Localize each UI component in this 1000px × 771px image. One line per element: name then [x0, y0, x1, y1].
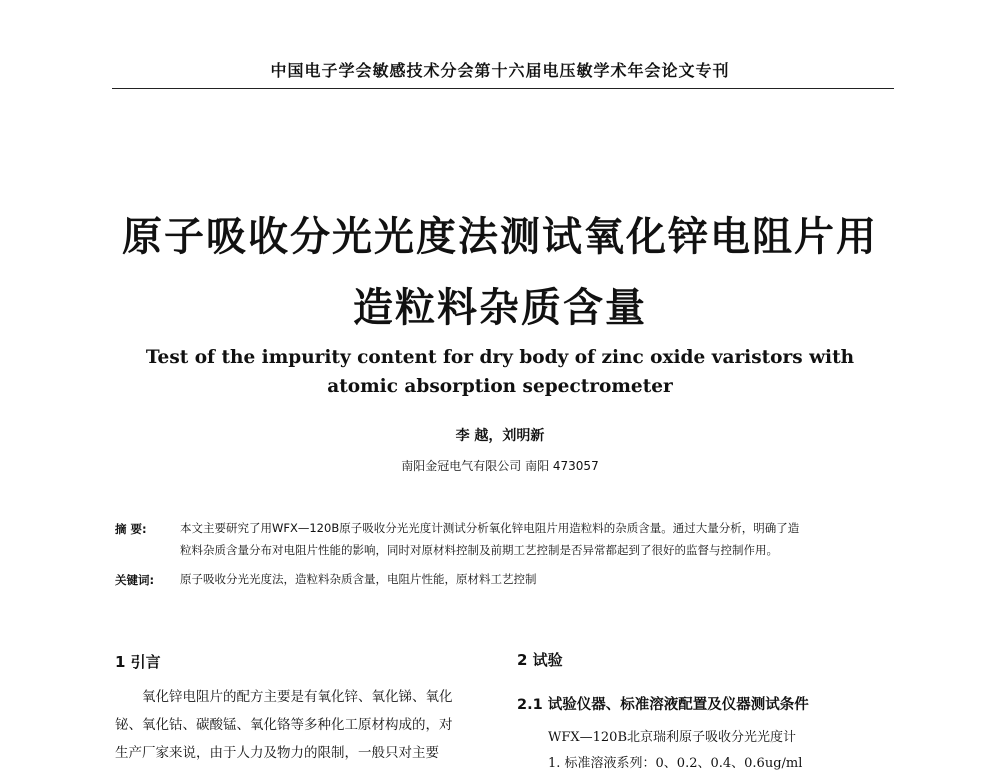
section-2-line-1: WFX—120B北京瑞利原子吸收分光光度计 [548, 730, 797, 745]
title-cn-line-1: 原子吸收分光光度法测试氧化锌电阻片用 [122, 214, 878, 260]
title-en-line-2: atomic absorption sepectrometer [327, 376, 673, 397]
keywords-label: 关键词: [115, 573, 155, 587]
abstract-line-1: 本文主要研究了用WFX—120B原子吸收分光光度计测试分析氧化锌电阻片用造粒料的杂质含量。通过大量分析，明确了造 [180, 521, 800, 535]
section-2-heading: 2 试验 [517, 651, 563, 669]
section-1-line-2: 铋、氧化钴、碳酸锰、氧化铬等多种化工原材构成的，对 [115, 717, 453, 733]
section-2-1-heading: 2.1 试验仪器、标准溶液配置及仪器测试条件 [517, 697, 809, 713]
abstract-line-2: 粒料杂质含量分布对电阻片性能的影响，同时对原材料控制及前期工艺控制是否异常都起到了很好的监督与控制作用。 [180, 543, 778, 557]
section-1-line-1: 氧化锌电阻片的配方主要是有氧化锌、氧化锑、氧化 [142, 689, 453, 705]
section-1-heading: 1 引言 [115, 653, 161, 671]
authors: 李 越，刘明新 [455, 428, 545, 444]
keywords-text: 原子吸收分光光度法，造粒料杂质含量，电阻片性能，原材料工艺控制 [180, 572, 537, 586]
running-header: 中国电子学会敏感技术分会第十六届电压敏学术年会论文专刊 [270, 61, 730, 80]
section-1-line-3: 生产厂家来说，由于人力及物力的限制，一般只对主要 [115, 745, 439, 761]
header-rule [112, 88, 894, 89]
title-en-line-1: Test of the impurity content for dry body of zinc oxide varistors with [145, 347, 855, 368]
affiliation: 南阳金冠电气有限公司 南阳 473057 [401, 459, 599, 473]
abstract-label: 摘 要: [115, 522, 147, 536]
section-2-line-2: 1. 标准溶液系列：0、0.2、0.4、0.6ug/ml [548, 756, 803, 771]
title-cn-line-2: 造粒料杂质含量 [353, 285, 647, 331]
